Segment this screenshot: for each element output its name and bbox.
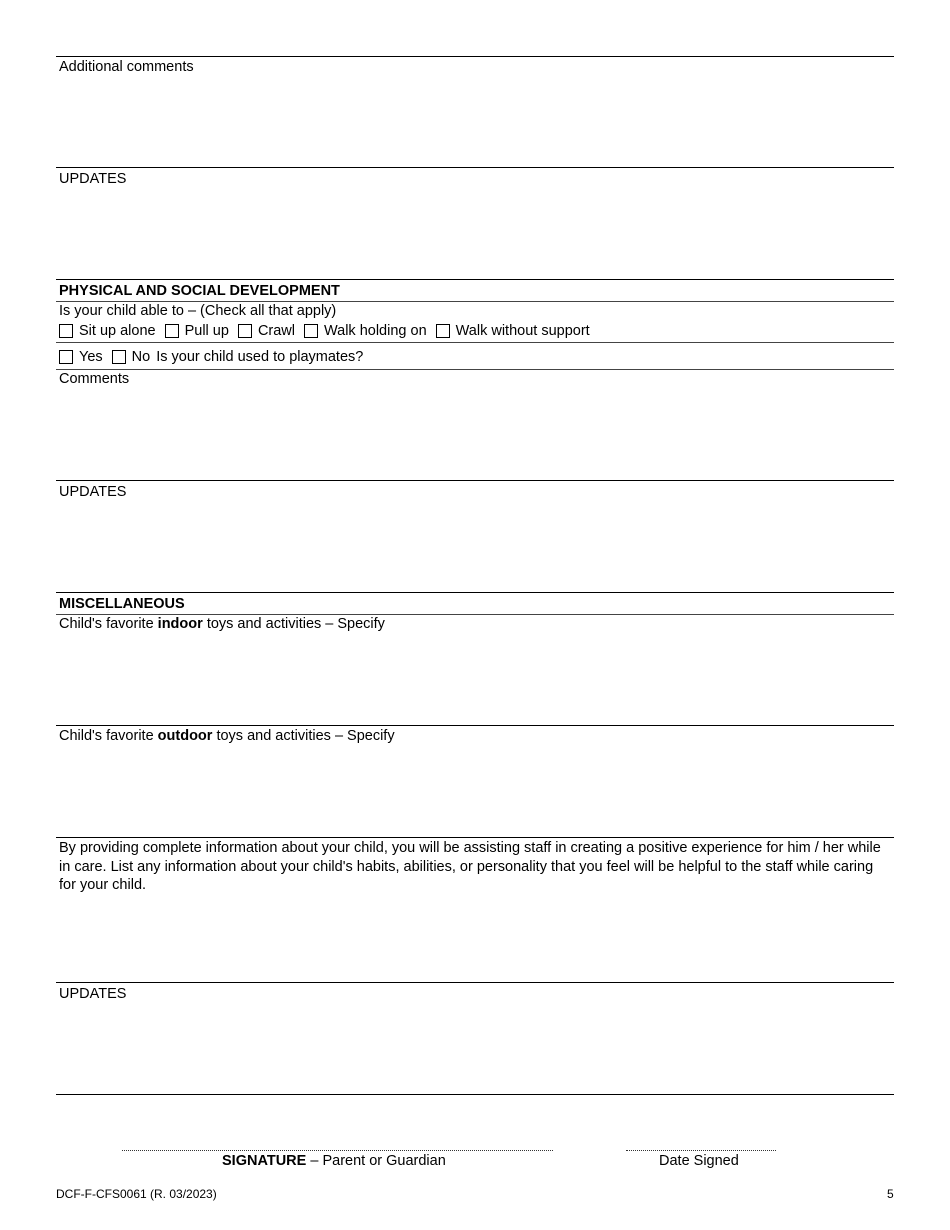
date-signed-line[interactable] [626, 1150, 776, 1151]
comments-field[interactable] [56, 390, 894, 478]
playmates-row [59, 348, 363, 366]
updates-label: UPDATES [59, 986, 127, 1002]
child-info-paragraph: By providing complete information about your child, you will be assisting staff in creating a positive experience for him / her while in care. List any information about your child's habits, abilities, or personality that you feel will be helpful to the staff while caring for your child. [59, 840, 881, 893]
indoor-suffix: toys and activities – Specify [206, 616, 385, 632]
indoor-toys-field[interactable] [56, 635, 894, 723]
updates-field[interactable] [56, 190, 894, 278]
option-sit-up-alone[interactable] [59, 322, 156, 340]
divider [56, 167, 894, 168]
physical-social-heading: PHYSICAL AND SOCIAL DEVELOPMENT [59, 283, 340, 299]
option-label: Crawl [257, 323, 295, 339]
miscellaneous-heading: MISCELLANEOUS [59, 596, 185, 612]
divider [56, 56, 894, 57]
comments-label: Comments [59, 371, 130, 387]
checkbox-walk-holding-on[interactable] [304, 324, 318, 338]
divider [56, 480, 894, 481]
option-crawl[interactable] [238, 322, 295, 340]
option-label: Sit up alone [79, 323, 156, 339]
section-divider [56, 592, 894, 593]
outdoor-suffix: toys and activities – Specify [216, 728, 395, 744]
option-walk-holding-on[interactable] [304, 322, 427, 340]
yes-label: Yes [79, 349, 103, 365]
additional-comments-label: Additional comments [59, 59, 194, 75]
option-no[interactable] [112, 348, 151, 366]
updates-label: UPDATES [59, 484, 127, 500]
checkbox-walk-without-support[interactable] [436, 324, 450, 338]
indoor-prefix: Child's favorite [59, 616, 154, 632]
checkbox-no[interactable] [112, 350, 126, 364]
outdoor-prefix: Child's favorite [59, 728, 154, 744]
signature-rest: – Parent or Guardian [310, 1153, 446, 1169]
signature-bold: SIGNATURE [222, 1153, 307, 1169]
outdoor-toys-field[interactable] [56, 747, 894, 835]
updates-field[interactable] [56, 503, 894, 591]
signature-line[interactable] [122, 1150, 553, 1151]
option-pull-up[interactable] [165, 322, 229, 340]
option-label: Pull up [184, 323, 229, 339]
updates-label: UPDATES [59, 171, 127, 187]
option-yes[interactable] [59, 348, 103, 366]
indoor-bold: indoor [157, 616, 203, 632]
indoor-toys-label [59, 615, 385, 633]
outdoor-bold: outdoor [157, 728, 213, 744]
divider [56, 1094, 894, 1095]
no-label: No [131, 349, 151, 365]
page-number: 5 [887, 1187, 894, 1201]
date-signed-caption: Date Signed [659, 1153, 739, 1169]
form-id: DCF-F-CFS0061 (R. 03/2023) [56, 1187, 217, 1201]
checkbox-sit-up-alone[interactable] [59, 324, 73, 338]
outdoor-toys-label [59, 727, 395, 745]
section-divider [56, 279, 894, 280]
ability-question: Is your child able to – (Check all that apply) [59, 303, 337, 319]
divider [56, 837, 894, 838]
checkbox-yes[interactable] [59, 350, 73, 364]
divider [56, 725, 894, 726]
updates-field[interactable] [56, 1005, 894, 1091]
ability-options-row [59, 322, 599, 340]
option-label: Walk holding on [324, 323, 427, 339]
option-label: Walk without support [455, 323, 590, 339]
divider [56, 342, 894, 343]
checkbox-pull-up[interactable] [165, 324, 179, 338]
checkbox-crawl[interactable] [238, 324, 252, 338]
divider [56, 369, 894, 370]
signature-caption [222, 1152, 446, 1170]
divider [56, 982, 894, 983]
additional-comments-field[interactable] [56, 78, 894, 166]
playmates-question: Is your child used to playmates? [156, 349, 364, 365]
option-walk-without-support[interactable] [436, 322, 590, 340]
child-info-field[interactable] [56, 896, 894, 980]
